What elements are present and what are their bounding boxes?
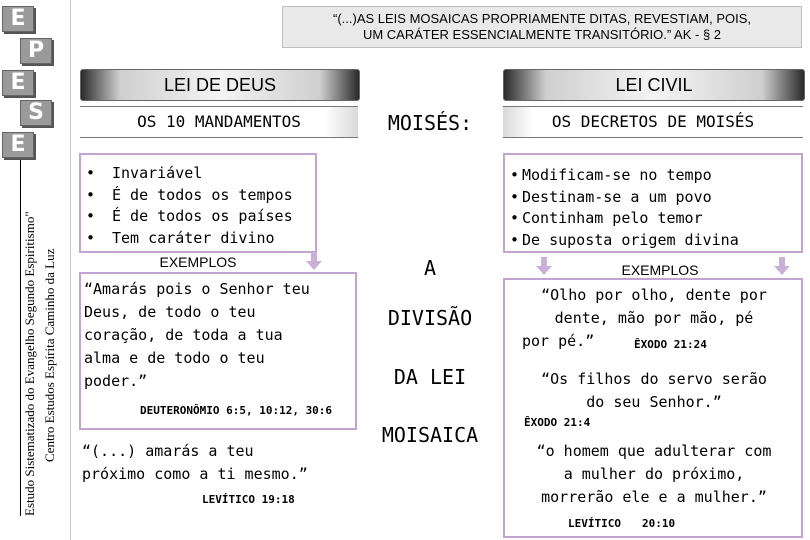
right-example-1-last: por pé.” [522,332,595,350]
text-line: próximo como a ti mesmo.” [82,465,308,483]
left-example-2 [82,440,308,486]
down-arrow-icon [536,257,552,275]
down-arrow-icon [774,257,790,275]
right-example-2-ref: ÊXODO 21:4 [524,416,591,429]
text-line: “o homem que adulterar com [536,442,772,460]
list-item: • Destinam-se a um povo [510,187,712,206]
header-quote [282,6,802,48]
right-example-3-ref-book: LEVÍTICO [568,517,621,530]
text-line: dente, mão por mão, pé [554,309,754,327]
left-example-2-ref: LEVÍTICO 19:18 [202,493,295,506]
quote-line-1: “(...)AS LEIS MOSAICAS PROPRIAMENTE DITAS, REVESTIAM, POIS, [333,11,751,26]
text-line: coração, de toda a tua [84,326,283,344]
vertical-center-name: Centro Estudos Espírita Caminho da Luz [42,248,57,462]
list-item: • Continham pelo temor [510,209,703,227]
text-line: “Os filhos do servo serão [541,370,767,388]
vertical-study-title: Estudo Sistematizado do Evangelho Segundo Espiritismo" [22,211,37,516]
list-item: • Invariável [86,164,203,182]
lei-civil-bar: LEI CIVIL [503,69,805,101]
decretos-de-moises-bar: OS DECRETOS DE MOISÉS [503,106,803,138]
list-item: • É de todos os tempos [86,185,293,204]
text-line: a mulher do próximo, [563,465,745,483]
left-examples-label: EXEMPLOS [159,254,237,270]
center-word-moisaica: MOISAICA [381,423,479,447]
text-line: “(...) amarás a teu [82,442,254,460]
list-item: • Modificam-se no tempo [510,166,712,184]
text-line: alma e de todo o teu [84,349,265,367]
right-example-1 [508,284,800,330]
vertical-rule [20,160,21,516]
right-examples-label: EXEMPLOS [621,262,699,278]
left-example-1 [84,278,310,393]
logo-letter-s: S [20,100,52,126]
logo-letter-e2: E [2,70,34,96]
right-example-1-ref: ÊXODO 21:24 [634,338,707,351]
text-line: morrerão ele e a mulher.” [541,488,767,506]
logo-letter-e3: E [2,132,34,158]
text-line: poder.” [84,372,148,390]
text-line: do seu Senhor.” [586,393,722,411]
center-word-da-lei: DA LEI [393,365,467,389]
lei-civil-bullets [510,165,739,251]
left-example-1-ref: DEUTERONÔMIO 6:5, 10:12, 30:6 [140,404,333,417]
right-example-3-ref-verse: 20:10 [642,517,676,530]
list-item: • É de todos os países [86,207,293,225]
text-line: “Olho por olho, dente por [541,286,767,304]
sidebar [0,0,71,540]
text-line: Deus, de todo o teu [84,303,256,321]
right-example-2 [508,368,800,414]
lei-de-deus-bullets [86,163,293,249]
text-line: “Amarás pois o Senhor teu [84,280,310,298]
lei-de-deus-bar: LEI DE DEUS [80,69,360,101]
list-item: • De suposta origem divina [510,230,739,249]
os-10-mandamentos-bar: OS 10 MANDAMENTOS [80,106,358,138]
center-word-a: A [423,256,437,280]
moises-label: MOISÉS: [387,111,473,135]
quote-line-2: UM CARÁTER ESSENCIALMENTE TRANSITÓRIO.” AK - § 2 [362,27,722,42]
logo-letter-p: P [20,38,52,64]
list-item: • Tem caráter divino [86,228,275,247]
right-example-3 [508,440,800,509]
logo-letter-e1: E [2,6,34,32]
center-word-divisao: DIVISÃO [387,306,473,330]
